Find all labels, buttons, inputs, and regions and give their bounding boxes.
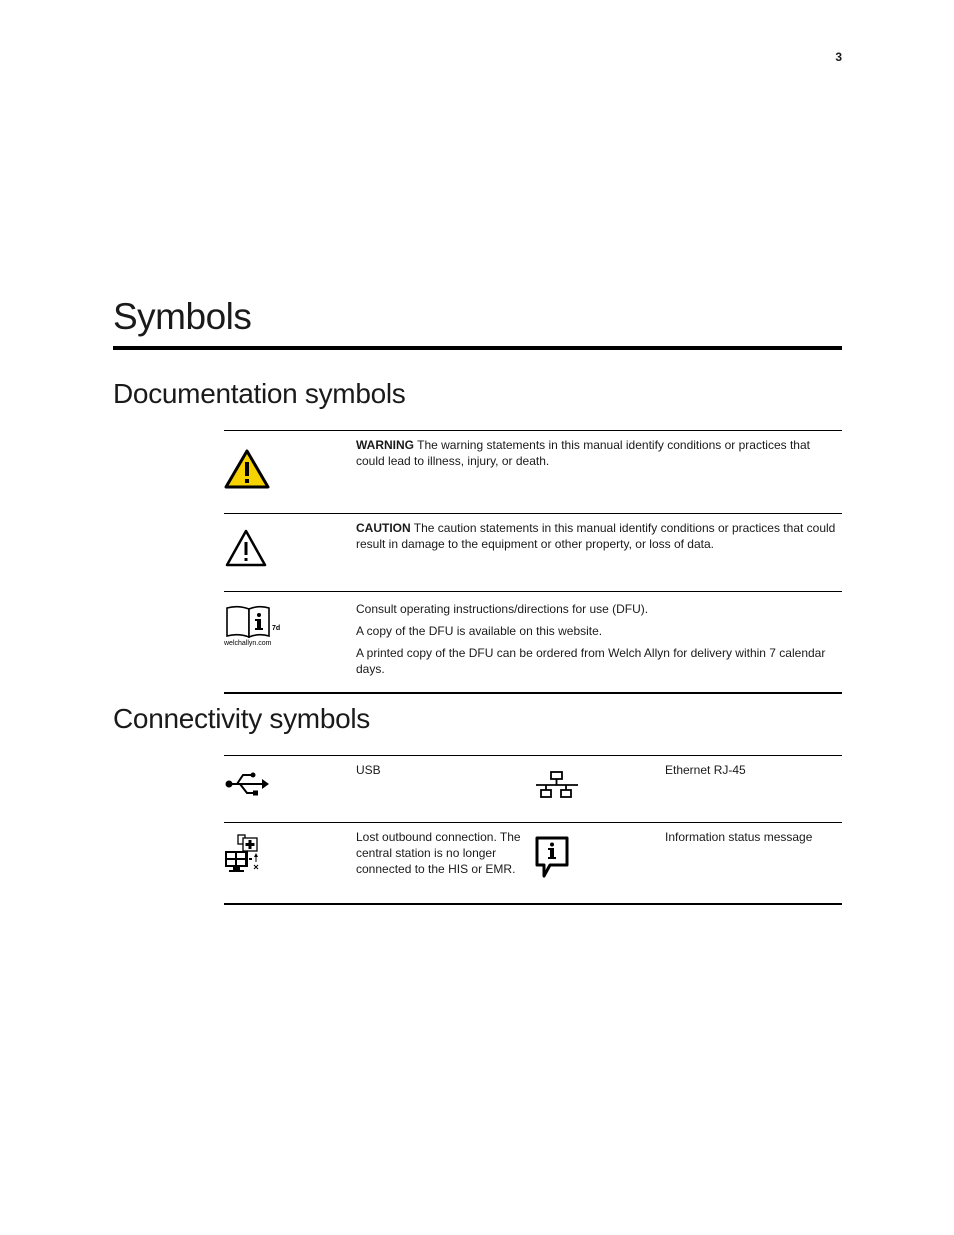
connection-status-row	[224, 823, 842, 903]
connectivity-symbols-title: Connectivity symbols	[113, 703, 370, 734]
caution-description: The caution statements in this manual identify conditions or practices that could result in damage to the equipment or other property, or loss of data.	[356, 521, 836, 551]
dfu-caption-text: welchallyn.com	[224, 640, 272, 647]
page-number: 3	[835, 50, 842, 64]
dfu-line-1: Consult operating instructions/directions for use (DFU).	[356, 602, 649, 616]
caution-label: CAUTION	[356, 521, 411, 535]
info-status-icon	[534, 835, 570, 879]
dfu-book-icon	[224, 604, 286, 648]
warning-triangle-yellow-icon	[224, 449, 270, 489]
dfu-text	[356, 601, 836, 677]
usb-label: USB	[356, 763, 381, 777]
info-status-label: Information status message	[665, 830, 813, 844]
lost-connection-icon	[224, 833, 264, 873]
documentation-symbols-table	[224, 430, 842, 694]
warning-label: WARNING	[356, 438, 414, 452]
documentation-symbols-title: Documentation symbols	[113, 378, 406, 409]
warning-row	[224, 431, 842, 514]
caution-triangle-icon	[224, 528, 268, 568]
usb-icon	[224, 769, 270, 799]
warning-description: The warning statements in this manual identify conditions or practices that could lead to illness, injury, or death.	[356, 438, 810, 468]
connectivity-symbols-table	[224, 755, 842, 905]
warning-text	[356, 437, 836, 469]
usb-ethernet-row	[224, 756, 842, 823]
caution-text	[356, 520, 836, 552]
caution-row	[224, 514, 842, 592]
dfu-line-3: A printed copy of the DFU can be ordered from Welch Allyn for delivery within 7 calendar days.	[356, 646, 826, 676]
dfu-row	[224, 592, 842, 692]
chapter-rule	[113, 346, 842, 350]
ethernet-label: Ethernet RJ-45	[665, 763, 746, 777]
ethernet-icon	[534, 770, 580, 800]
lost-connection-label: Lost outbound connection. The central station is no longer connected to the HIS or EMR.	[356, 830, 521, 876]
chapter-title: Symbols	[113, 296, 252, 337]
dfu-line-2: A copy of the DFU is available on this website.	[356, 624, 603, 638]
dfu-badge-text: 7d	[272, 625, 281, 632]
